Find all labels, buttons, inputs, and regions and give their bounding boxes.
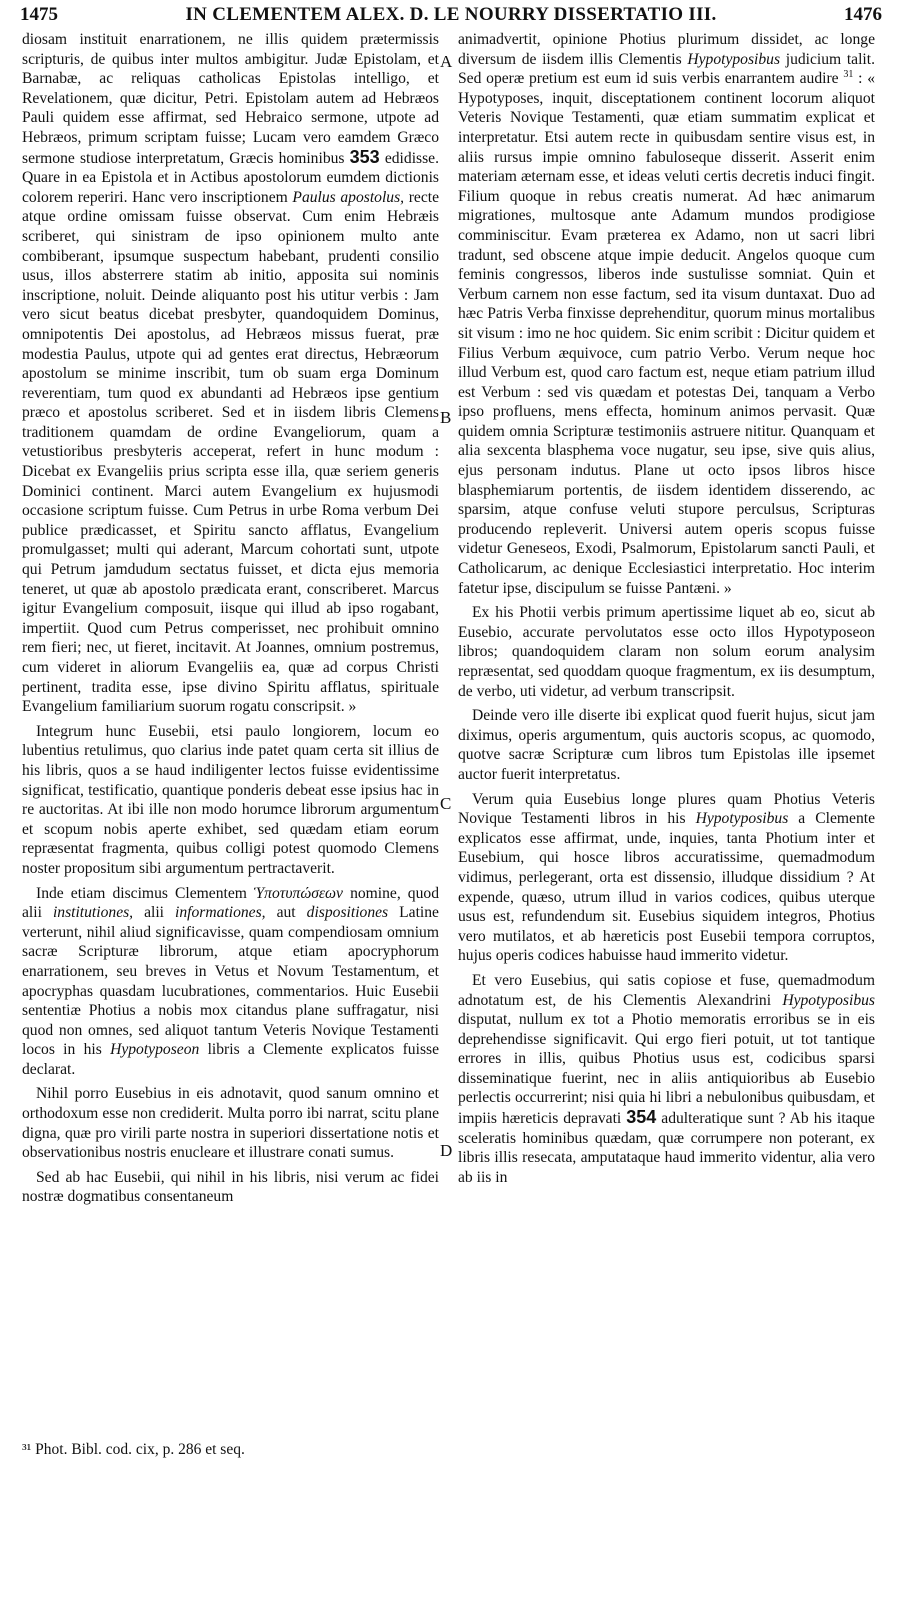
left-paragraph-4: Nihil porro Eusebius in eis adnotavit, quod sanum omnino et orthodoxum esse non crediderit. Multa porro ibi narrat, scitu plane digna, quæ pro virili parte nostra in superiori dissertatione notis et observationibus nostris enucleare et illustrare conati sumus. (22, 1085, 439, 1162)
running-title: IN CLEMENTEM ALEX. D. LE NOURRY DISSERTATIO III. (185, 4, 717, 25)
left-paragraph-5: Sed ab hac Eusebii, qui nihil in his libris, nisi verum ac fidei nostræ dogmatibus consentaneum (22, 1168, 439, 1206)
right-paragraph-2: Ex his Photii verbis primum apertissime liquet ab eo, sicut ab Eusebio, accurate pervolutatos esse octo illos Hypotyposeon libros; quandoquidem claram non solum eorum analysim repræsentat, sed quoddam quoque fragmentum, ex iis desumptum, de verbo, uti videtur, ad verbum transcripsit. (458, 604, 875, 700)
right-paragraph-1: animadvertit, opinione Photius plurimum dissidet, ac longe diversum de iisdem illis Clementis Hypotyposibus judicium talit. Sed operæ pretium est eum id suis verbis enarrantem audire $^{31}$ : « Hypotyposes, inquit, disceptationem continent locorum aliquot Veteris Novique Testamenti, quæ etiam summatim explicat et interpretatur. Etsi autem recte in quibusdam sentire visus est, in aliis rursus impie omnino fabuloseque disserit. Asserit enim materiam æternam esse, et ideas veluti certis decretis induci fingit. Filium quoque in rebus creatis numerat. Ad hæc animarum migrationes, multosque ante Adamum mundos prodigiose comminiscitur. Evam præterea ex Adamo, non ut sacri libri tradunt, sed obscene atque impie deducit. Angelos quoque cum feminis congressos, liberos inde sustulisse somniat. Quin et Verbum carnem non esse factum, sed ita visum duntaxat. Duo ad hæc Patris Verba finxisse deprehenditur, quorum minus mortalibus sit visum : imo ne hoc quidem. Sic enim scribit : Dicitur quidem et Filius Verbum æquivoce, cum patrio Verbo. Verum neque hoc illud Verbum est, quod caro factum est, neque etiam patrium illud est Verbum : sed vis quædam et potestas Dei, tanquam a Verbo ipso profluens, mens effecta, hominum animos pervasit. Quæ quidem omnia Scripturæ testimoniis astruere nititur. Quanquam et alia sexcenta blasphema voce nugatur, seu ipse, sive quis alius, ejus personam indutus. Plane ut octo ipsos libros hisce blasphemiarum portentis, de iisdem identidem disserendo, ac sparsim, atque confuse veluti stupore perculsus, Scripturas producendo repleverit. Universi autem operis scopus fuisse videtur Geneseos, Exodi, Psalmorum, Epistolarum sancti Pauli, et Catholicarum, ac denique Ecclesiastici interpretatio. Hoc interim fatetur ipse, discipulum se fuisse Pantæni. » (458, 31, 875, 597)
right-paragraph-4: Verum quia Eusebius longe plures quam Photius Veteris Novique Testamenti libros in his Hypotyposibus a Clemente explicatos esse affirmat, unde, inquies, tanta Photium inter et Eusebium, qui hosce libros accuratissime, quemadmodum vidimus, perlegerant, orta est dissensio, illudque dissidium ? At expende, quæso, utrum illud in varios codices, quibus uterque usus est, refundendum sit. Eusebius siquidem integros, Photius vero mutilatos, et ab hæreticis post Eusebii tempora corruptos, hujus operis codices habuisse haud immerito videtur. (458, 790, 875, 965)
footnote: ³¹ Phot. Bibl. cod. cix, p. 286 et seq. (22, 1441, 245, 1458)
section-marker-d: D (440, 1141, 453, 1160)
page-number-right: 1476 (844, 4, 882, 25)
section-marker-b: B (440, 408, 452, 427)
page-header (20, 4, 882, 30)
section-marker-a: A (440, 52, 453, 71)
section-marker-c: C (440, 794, 452, 813)
right-paragraph-5: Et vero Eusebius, qui satis copiose et fuse, quemadmodum adnotatum est, de his Clementis Alexandrini Hypotyposibus disputat, nullum ex tot a Photio memoratis erroribus se in eis deprehendisse significavit. Qui ergo fieri potuit, ut tot tantique errores in illis, quibus Photius usus est, codicibus sparsi disseminatique fuerint, nec in aliis antiquioribus ab Eusebio perlectis occurrerint; nisi quia hi libri a nebulonibus quibusdam, et impiis hæreticis depravati 354 adulteratique sunt ? Ab his itaque sceleratis hominibus quædam, quæ corrumpere non poterant, ex libris illis resecata, amputataque haud immerito videntur, alia vero ab iis in (458, 971, 875, 1186)
page-number-left: 1475 (20, 4, 58, 25)
footnote-reference: 31 (843, 69, 854, 80)
left-paragraph-1: diosam instituit enarrationem, ne illis quidem prætermissis scripturis, de quibus inter multos ambigitur. Judæ Epistolam, et Barnabæ, ac reliquas catholicas Epistolas intelligo, et Revelationem, quæ dicitur, Petri. Epistolam autem ad Hebræos Pauli quidem esse affirmat, sed Hebraico sermone, utpote ad Hebræos, primum scriptam fuisse; Lucam vero eamdem Græco sermone studiose interpretatum, Græcis hominibus 353 edidisse. Quare in ea Epistola et in Actibus apostolorum eumdem dictionis colorem reperiri. Hanc vero inscriptionem Paulus apostolus, recte atque ordine omissam fuisse observat. Cum enim Hebræis scriberet, qui sinistram de ipso opinionem multo ante combiberant, ipsumque suspectum habebant, prudenti consilio usus, illos absterrere statim ab initio, apposita sui nominis inscriptione, noluit. Deinde aliquanto post his utitur verbis : Jam vero sicut beatus dicebat presbyter, quandoquidem Dominus, omnipotentis Dei apostolus, ad Hebræos missus fuerat, præ modestia Paulus, utpote qui ad gentes erat directus, Hebræorum apostolum se minime inscribit, tum ob suam erga Dominum reverentiam, tum quod ex abundanti ad Hebræos ipse gentium præco et apostolus scriberet. Sed et in iisdem libris Clemens traditionem quamdam de ordine Evangeliorum, quam a vetustioribus presbyteris acceperat, refert in hunc modum : Dicebat ex Evangeliis prius scripta esse illa, quæ seriem generis Dominici continent. Marci autem Evangelium ex hujusmodi occasione scriptum fuisse. Cum Petrus in urbe Roma verbum Dei publice prædicasset, et Spiritu sancto afflatus, Evangelium promulgasset; multi qui aderant, Marcum cohortati sunt, utpote qui Petrum jamdudum sectatus fuisset, et dicta ejus memoria teneret, ut quæ ab apostolo prædicata erant, conscriberet. Marcus igitur Evangelium composuit, iisque qui illud ab ipso rogabant, impertiit. Quod cum Petrus comperisset, nec prohibuit omnino rem fieri; nec, ut fieret, incitavit. At Joannes, omnium postremus, cum videret in aliorum Evangeliis ea, quæ ad corpus Christi pertinent, tradita esse, ipse divino Spiritu afflatus, spirituale Evangelium familiarium suorum rogatu conscripsit. » (22, 31, 439, 716)
margin-page-number: 354 (626, 1107, 657, 1128)
right-column (458, 30, 875, 1187)
right-paragraph-3: Deinde vero ille diserte ibi explicat quod fuerit hujus, sicut jam diximus, operis argumentum, quis auctoris scopus, ac quomodo, quotve sacræ Scripturæ cum libros tum Epistolas ille ipsemet auctor fuerit interpretatus. (458, 707, 875, 783)
left-column (22, 30, 439, 1207)
left-paragraph-3: Inde etiam discimus Clementem Ὑποτυπώσεων nomine, quod alii institutiones, alii informationes, aut dispositiones Latine verterunt, nihil aliud significavisse, quam compendiosam omnium sacræ Scripturæ librorum, atque etiam apocryphorum enarrationem, seu breves in Vetus et Novum Testamentum, et apocryphas quasdam lucubrationes, commentarios. Huic Eusebii sententiæ Photius a nobis mox citandus plane suffragatur, nisi quod non omnes, sed aliquot tantum Veteris Novique Testamenti locos in his Hypotyposeon libris a Clemente explicatos fuisse declarat. (22, 884, 439, 1078)
left-paragraph-2: Integrum hunc Eusebii, etsi paulo longiorem, locum eo lubentius retulimus, quo clarius inde patet quam certa sit illius de his libris, quos a se haud indiligenter lectos fuisse evidentissime significat, testificatio, quantique ponderis debeat esse ipsius hac in re auctoritas. At ibi ille non modo horumce librorum argumentum et scopum nobis aperte exhibet, sed quædam etiam eorum repræsentat fragmenta, quibus colligi potest quomodo Clemens noster propositum sibi argumentum pertractaverit. (22, 722, 439, 877)
margin-page-number: 353 (349, 146, 380, 167)
